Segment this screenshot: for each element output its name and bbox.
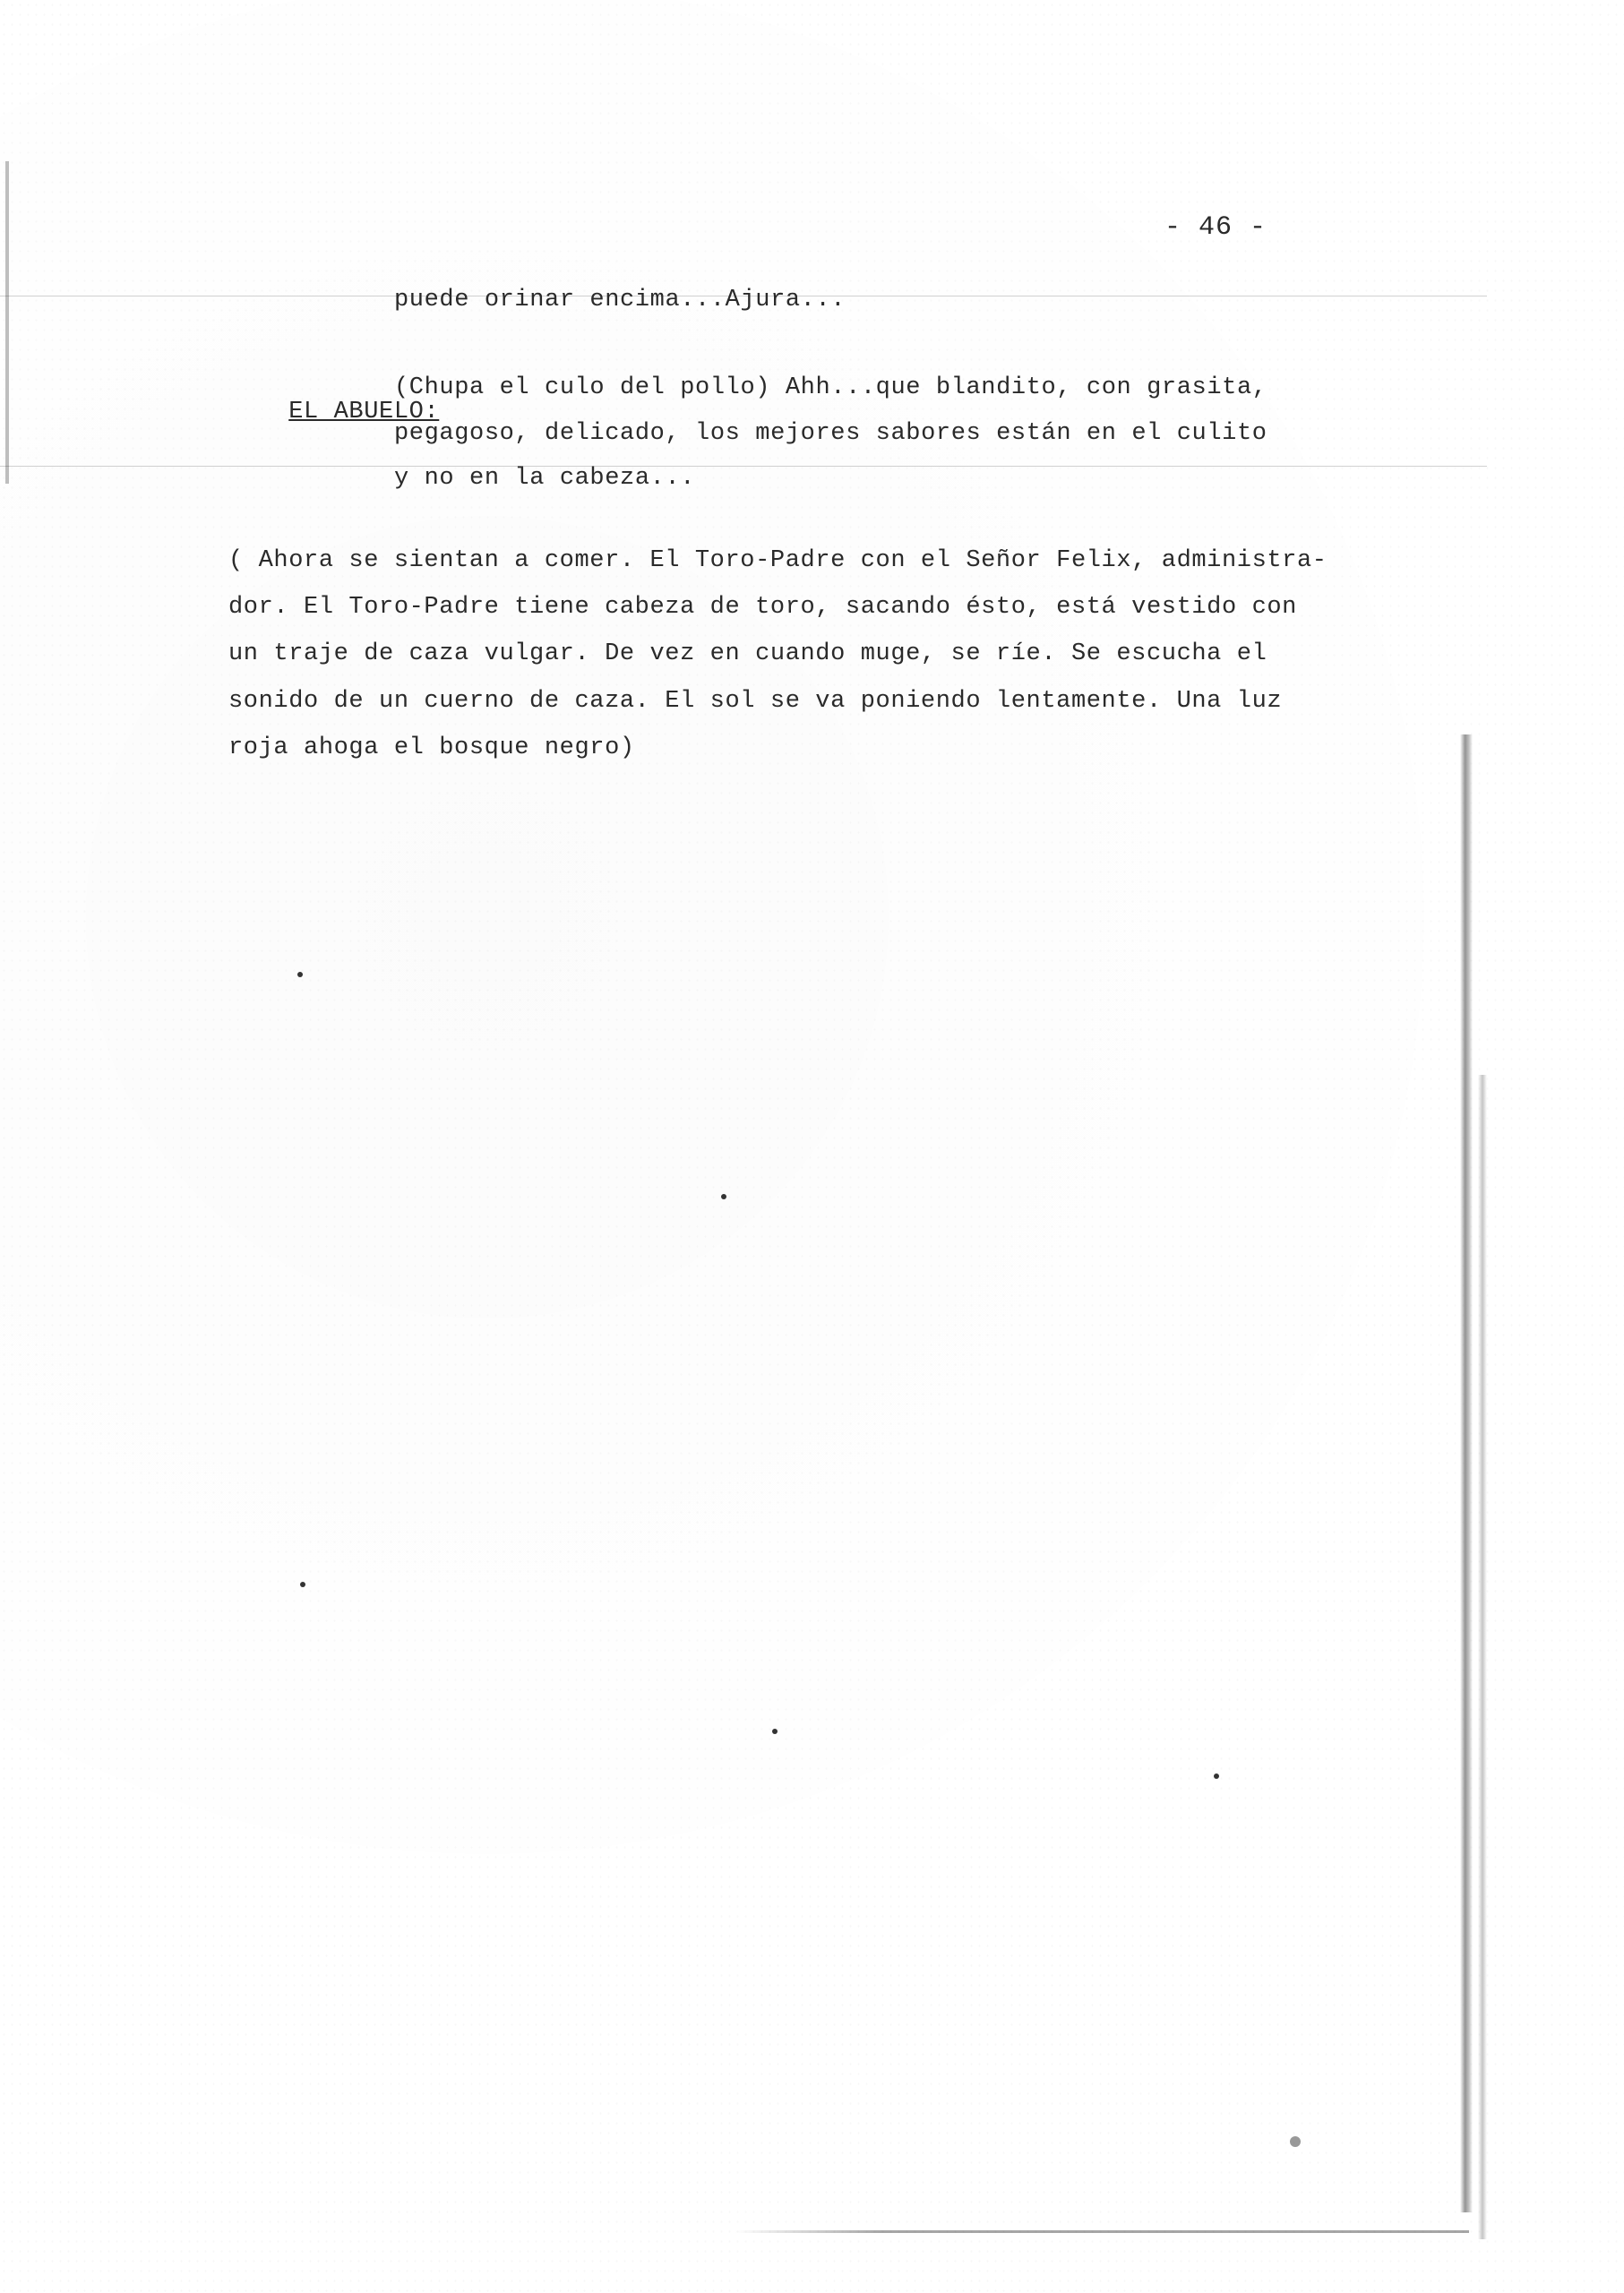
scan-speck	[297, 972, 303, 977]
page-number: - 46 -	[1164, 212, 1267, 243]
scan-speck	[772, 1729, 778, 1734]
scan-edge-left	[5, 161, 9, 484]
dialogue-line: pegagoso, delicado, los mejores sabores están en el culito	[394, 420, 1267, 447]
stage-direction-line: sonido de un cuerno de caza. El sol se va poniendo lentamente. Una luz	[228, 688, 1283, 715]
scan-speck	[1214, 1773, 1219, 1779]
stage-direction-line: dor. El Toro-Padre tiene cabeza de toro, sacando ésto, está vestido con	[228, 594, 1297, 621]
stage-direction-line: un traje de caza vulgar. De vez en cuando muge, se ríe. Se escucha el	[228, 640, 1267, 667]
scan-artifact-bottom-line	[735, 2230, 1469, 2233]
dialogue-line: (Chupa el culo del pollo) Ahh...que blandito, con grasita,	[394, 374, 1267, 401]
dialogue-line: y no en la cabeza...	[394, 465, 696, 492]
scan-artifact-line	[0, 466, 1487, 467]
continuation-line: puede orinar encima...Ajura...	[394, 287, 846, 313]
scan-edge-right	[1460, 734, 1473, 2212]
scan-edge-right-shadow	[1478, 1075, 1487, 2239]
scan-speck	[1290, 2136, 1301, 2147]
scan-speck	[721, 1194, 726, 1199]
speaker-name: EL ABUELO:	[288, 399, 440, 425]
stage-direction-line: roja ahoga el bosque negro)	[228, 734, 635, 761]
scan-speck	[300, 1582, 305, 1587]
stage-direction-line: ( Ahora se sientan a comer. El Toro-Padre con el Señor Felix, administra-	[228, 547, 1328, 574]
